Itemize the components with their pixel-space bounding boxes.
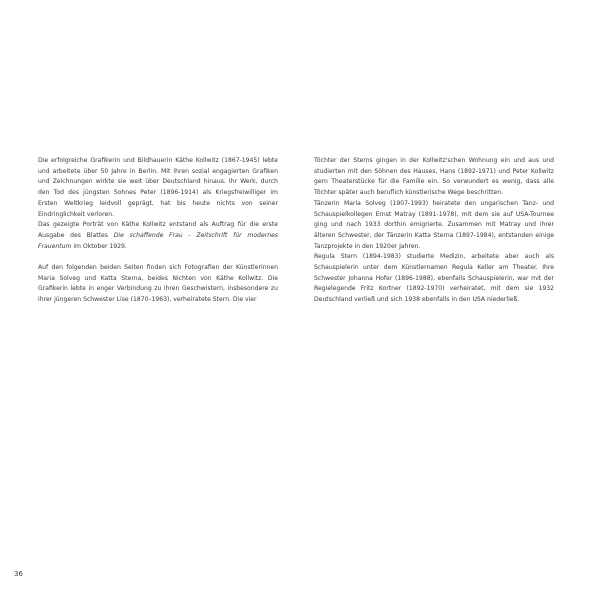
paragraph-regula-stern: Regula Stern (1894-1983) studierte Medizin, arbeitete aber auch als Schauspielerin unter dem Künstlernamen Regula Keller am Theater. Ihre Schwester Johanna Hofer (1896-1988), ebenfalls Schauspielerin, war mit der Regielegende Fritz Kortner (1892-1970) verheiratet, mit dem sie 1932 Deutschland verließ und sich 1938 ebenfalls in den USA niederließ. — [314, 253, 554, 304]
right-text-column — [314, 156, 554, 306]
paragraph-maria-solveg: Tänzerin Maria Solveg (1907-1993) heiratete den ungarischen Tanz- und Schauspielkollegen Ernst Matray (1891-1978), mit dem sie auf USA-Tournee ging und nach 1933 dorthin emigrierte. Zusammen mit Matray und ihrer älteren Schwester, der Tänzerin Katta Sterna (1897-1984), entstanden einige Tanzprojekte in den 1920er Jahren. — [314, 199, 554, 250]
paragraph-kollwitz-bio: Die erfolgreiche Grafikerin und Bildhauerin Käthe Kollwitz (1867-1945) lebte und arbeitete über 50 Jahre in Berlin. Mit ihren sozial engagierten Grafiken und Zeichnungen wirkte sie weit über Deutschland hinaus. Ihr Werk, durch den Tod des jüngsten Sohnes Peter (1896-1914) als Kriegsfreiwilliger im Ersten Weltkrieg leidvoll geprägt, hat bis heute nichts von seiner Eindringlichkeit verloren. — [38, 157, 278, 218]
magazine-title: Die schaffende Frau - Zeitschrift für modernes Frauentum — [38, 231, 278, 250]
page-number: 36 — [14, 570, 23, 578]
portrait-text-start: Das gezeigte Porträt von Käthe Kollwitz entstand als Auftrag für die erste Ausgabe des Blattes — [38, 221, 278, 239]
portrait-text-end: im Oktober 1929. — [71, 242, 127, 250]
paragraph-stern-daughters: Töchter der Sterns gingen in der Kollwitz'schen Wohnung ein und aus und studierten mit den Söhnen des Hauses, Hans (1892-1971) und Peter Kollwitz gern Theaterstücke für die Familie ein. So verwundert es wenig, dass alle Töchter später auch beruflich künstlerische Wege beschritten. — [314, 157, 554, 197]
left-text-column — [38, 156, 278, 306]
paragraph-portrait — [38, 220, 278, 252]
paragraph-nieces: Auf den folgenden beiden Seiten finden sich Fotografien der Künstlerinnen Maria Solveg und Katta Sterna, beides Nichten von Käthe Kollwitz. Die Grafikerin lebte in enger Verbindung zu ihren Geschwistern, insbesondere zu ihrer jüngeren Schwester Lise (1870–1963), verheiratete Stern. Die vier — [38, 264, 278, 304]
